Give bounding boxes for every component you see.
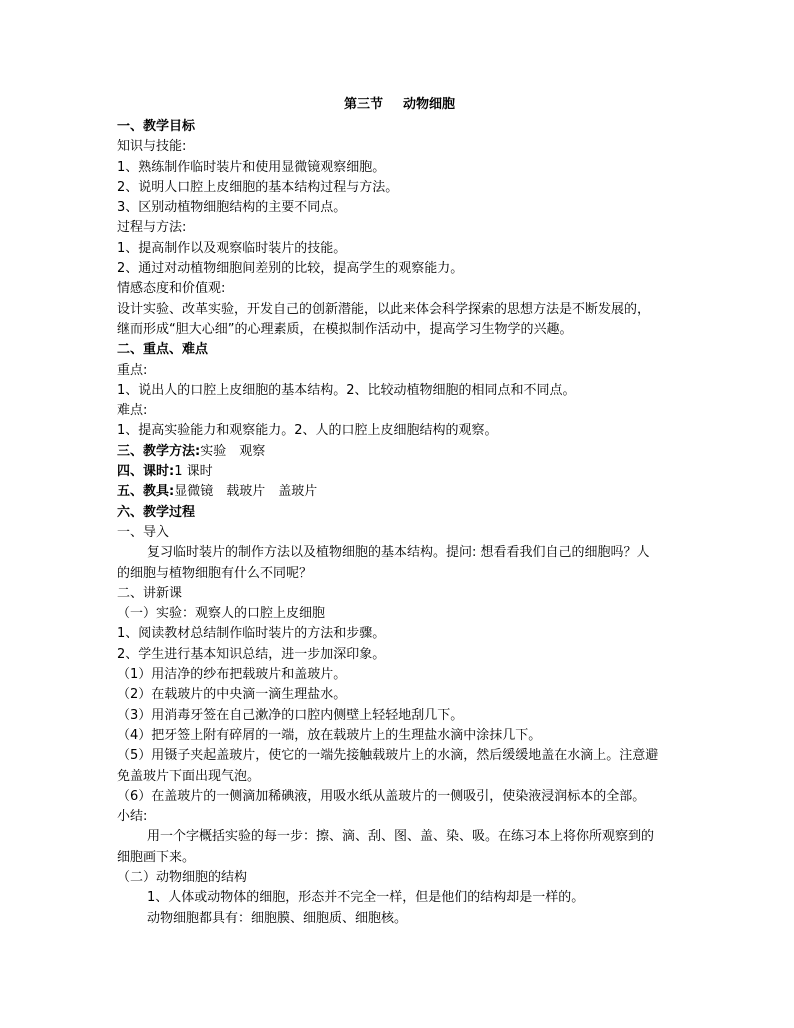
subheading-animal-structure: （二）动物细胞的结构 [117, 869, 248, 885]
paragraph-line: 细胞画下来。 [117, 849, 196, 865]
class-hours-line [117, 462, 682, 482]
hours-value: 1 课时 [174, 464, 213, 480]
subheading-attitude: 情感态度和价值观: [117, 281, 226, 297]
teaching-aids-line [117, 482, 682, 502]
list-item: 1、阅读教材总结制作临时装片的方法和步骤。 [117, 626, 386, 642]
method-value: 实验 观察 [200, 443, 266, 459]
list-item: 2、通过对动植物细胞间差别的比较，提高学生的观察能力。 [117, 261, 464, 277]
heading-key-points: 二、重点、难点 [117, 342, 209, 358]
step-item: （2）在载玻片的中央滴一滴生理盐水。 [117, 687, 347, 703]
paragraph-line: 1、人体或动物体的细胞，形态并不完全一样，但是他们的结构却是一样的。 [147, 890, 585, 906]
list-item: 2、说明人口腔上皮细胞的基本结构过程与方法。 [117, 179, 399, 195]
subheading-key: 重点: [117, 362, 148, 378]
title-topic: 动物细胞 [403, 97, 456, 112]
subheading-experiment: （一）实验：观察人的口腔上皮细胞 [117, 606, 326, 622]
paragraph-line: 的细胞与植物细胞有什么不同呢？ [117, 565, 313, 581]
teaching-method-line [117, 442, 682, 462]
paragraph-line: 动物细胞都具有：细胞膜、细胞质、细胞核。 [147, 910, 408, 926]
list-item: 1、提高实验能力和观察能力。2、人的口腔上皮细胞结构的观察。 [117, 423, 498, 439]
paragraph-line: 用一个字概括实验的每一步：擦、滴、刮、图、盖、染、吸。在练习本上将你所观察到的 [147, 829, 655, 845]
aids-value: 显微镜 载玻片 盖玻片 [174, 484, 318, 500]
list-item: 2、学生进行基本知识总结，进一步加深印象。 [117, 646, 386, 662]
heading-method: 三、教学方法: [117, 443, 201, 459]
subheading-intro: 一、导入 [117, 524, 170, 540]
subheading-new-lesson: 二、讲新课 [117, 585, 183, 601]
subheading-summary: 小结: [117, 809, 148, 825]
paragraph-line: 设计实验、改革实验，开发自己的创新潜能，以此来体会科学探索的思想方法是不断发展的， [117, 301, 651, 317]
list-item: 1、说出人的口腔上皮细胞的基本结构。2、比较动植物细胞的相同点和不同点。 [117, 382, 576, 398]
step-item: （5）用镊子夹起盖玻片，使它的一端先接触载玻片上的水滴，然后缓缓地盖在水滴上。注意避 [117, 748, 659, 764]
heading-aids: 五、教具: [117, 484, 175, 500]
heading-hours: 四、课时: [117, 464, 175, 480]
list-item: 1、提高制作以及观察临时装片的技能。 [117, 240, 347, 256]
step-item: （4）把牙签上附有碎屑的一端，放在载玻片上的生理盐水滴中涂抹几下。 [117, 727, 542, 743]
subheading-process: 过程与方法: [117, 220, 187, 236]
step-item: （1）用洁净的纱布把载玻片和盖玻片。 [117, 667, 347, 683]
paragraph-line: 继而形成“胆大心细”的心理素质，在模拟制作活动中，提高学习生物学的兴趣。 [117, 321, 573, 337]
subheading-knowledge: 知识与技能: [117, 139, 187, 155]
heading-objectives: 一、教学目标 [117, 119, 196, 134]
document-page [117, 95, 682, 929]
title-section: 第三节 [343, 97, 383, 112]
step-item: （3）用消毒牙签在自己漱净的口腔内侧壁上轻轻地刮几下。 [117, 707, 464, 723]
list-item: 3、区别动植物细胞结构的主要不同点。 [117, 200, 347, 216]
paragraph-line: 复习临时装片的制作方法以及植物细胞的基本结构。提问: 想看看我们自己的细胞吗？人 [147, 545, 650, 561]
step-item: （6）在盖玻片的一侧滴加稀碘液，用吸水纸从盖玻片的一侧吸引，使染液浸润标本的全部。 [117, 788, 646, 804]
subheading-difficult: 难点: [117, 403, 148, 419]
list-item: 1、熟练制作临时装片和使用显微镜观察细胞。 [117, 159, 386, 175]
page-title [117, 95, 682, 115]
step-item: 免盖玻片下面出现气泡。 [117, 768, 261, 784]
heading-process-steps: 六、教学过程 [117, 504, 196, 520]
